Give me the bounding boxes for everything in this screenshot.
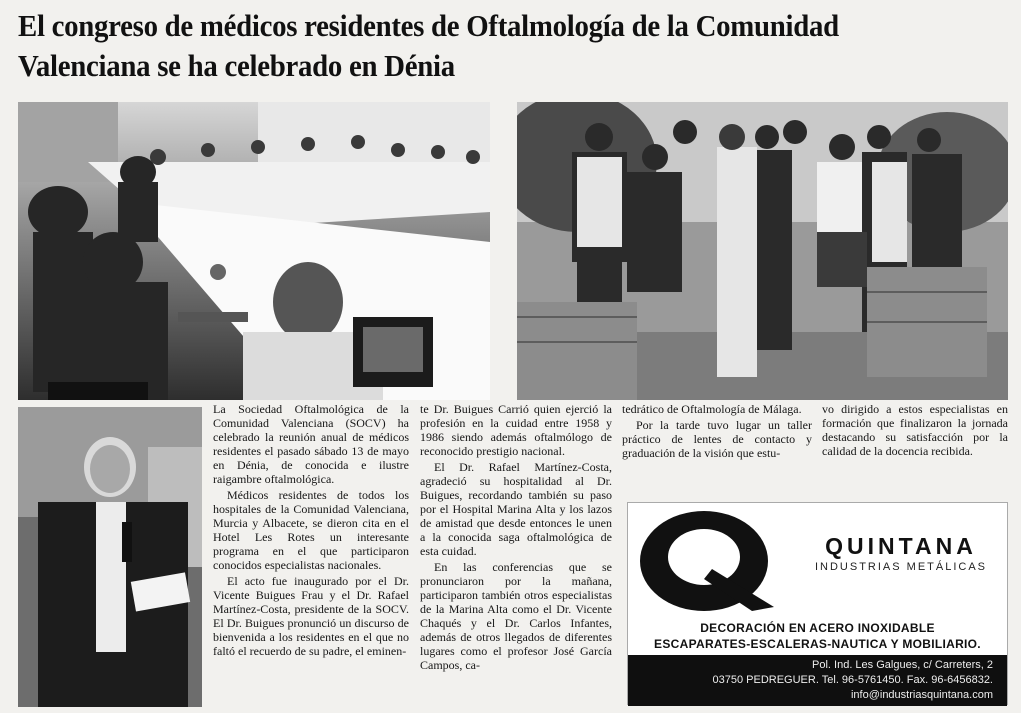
article-paragraph: te Dr. Buigues Carrió quien ejerció la profesión en la cuidad entre 1958 y 1986 siendo además oftalmólogo de reconocido prestigio nacional.	[420, 402, 612, 458]
article-column-1	[213, 402, 409, 660]
ad-phone: 03750 PEDREGUER. Tel. 96-5761450. Fax. 96-6456832.	[712, 674, 993, 686]
ad-brand-name: QUINTANA	[825, 533, 977, 559]
group-portrait-photo	[517, 102, 1008, 400]
speaker-microphone-photo	[18, 407, 202, 707]
ad-tagline-2: ESCAPARATES-ESCALERAS-NAUTICA Y MOBILIARIO.	[654, 637, 981, 651]
article-paragraph: El acto fue inaugurado por el Dr. Vicente Buigues Frau y el Dr. Rafael Martínez-Costa, presidente de la SOCV. El Dr. Buigues pronunció un discurso de bienvenida a los residentes en el que no faltó el recuerdo de su padre, el eminen-	[213, 574, 409, 658]
ad-address: Pol. Ind. Les Galgues, c/ Carreters, 2	[812, 659, 993, 671]
article-paragraph: Médicos residentes de todos los hospitales de la Comunidad Valenciana, Murcia y Albacete, se dieron cita en el Hotel Les Rotes un interesante programa en el que participaron conocidos especialistas nacionales.	[213, 488, 409, 572]
article-column-2	[420, 402, 612, 674]
ad-email: info@industriasquintana.com	[850, 689, 993, 701]
ad-tagline-1: DECORACIÓN EN ACERO INOXIDABLE	[700, 621, 935, 635]
ad-brand-subtitle: INDUSTRIAS METÁLICAS	[814, 561, 988, 573]
ad-contact-block	[628, 655, 1007, 706]
article-paragraph: Por la tarde tuvo lugar un taller práctico de lentes de contacto y graduación de la visión que estu-	[622, 418, 812, 460]
quintana-logo	[634, 507, 782, 615]
article-paragraph: vo dirigido a estos especialistas en formación que finalizaron la jornada destacando su satisfacción por la calidad de la docencia recibida.	[822, 402, 1008, 458]
conference-table-photo	[18, 102, 490, 400]
article-column-4	[822, 402, 1008, 460]
quintana-advertisement	[627, 502, 1008, 705]
article-paragraph: En las conferencias que se pronunciaron por la mañana, participaron también otros especialistas de la Marina Alta como el Dr. Vicente Chaqués y el Dr. Carlos Infantes, además de otros llegados de diferentes lugares como el profesor José García Campos, ca-	[420, 560, 612, 672]
article-column-3	[622, 402, 812, 462]
article-paragraph: La Sociedad Oftalmológica de la Comunidad Valenciana (SOCV) ha celebrado la reunión anual de médicos residentes el pasado sábado 13 de mayo en Dénia, de conocida e ilustre raigambre oftalmológica.	[213, 402, 409, 486]
article-paragraph: El Dr. Rafael Martínez-Costa, agradeció su hospitalidad al Dr. Buigues, recordando también su paso por el Hospital Marina Alta y los lazos de amistad que desde entonces le unen a la conocida saga oftalmológica de esta cuidad.	[420, 460, 612, 558]
article-paragraph: tedrático de Oftalmología de Málaga.	[622, 402, 802, 416]
article-headline: El congreso de médicos residentes de Oftalmología de la Comunidad Valenciana se ha celebrado en Dénia	[18, 8, 839, 83]
